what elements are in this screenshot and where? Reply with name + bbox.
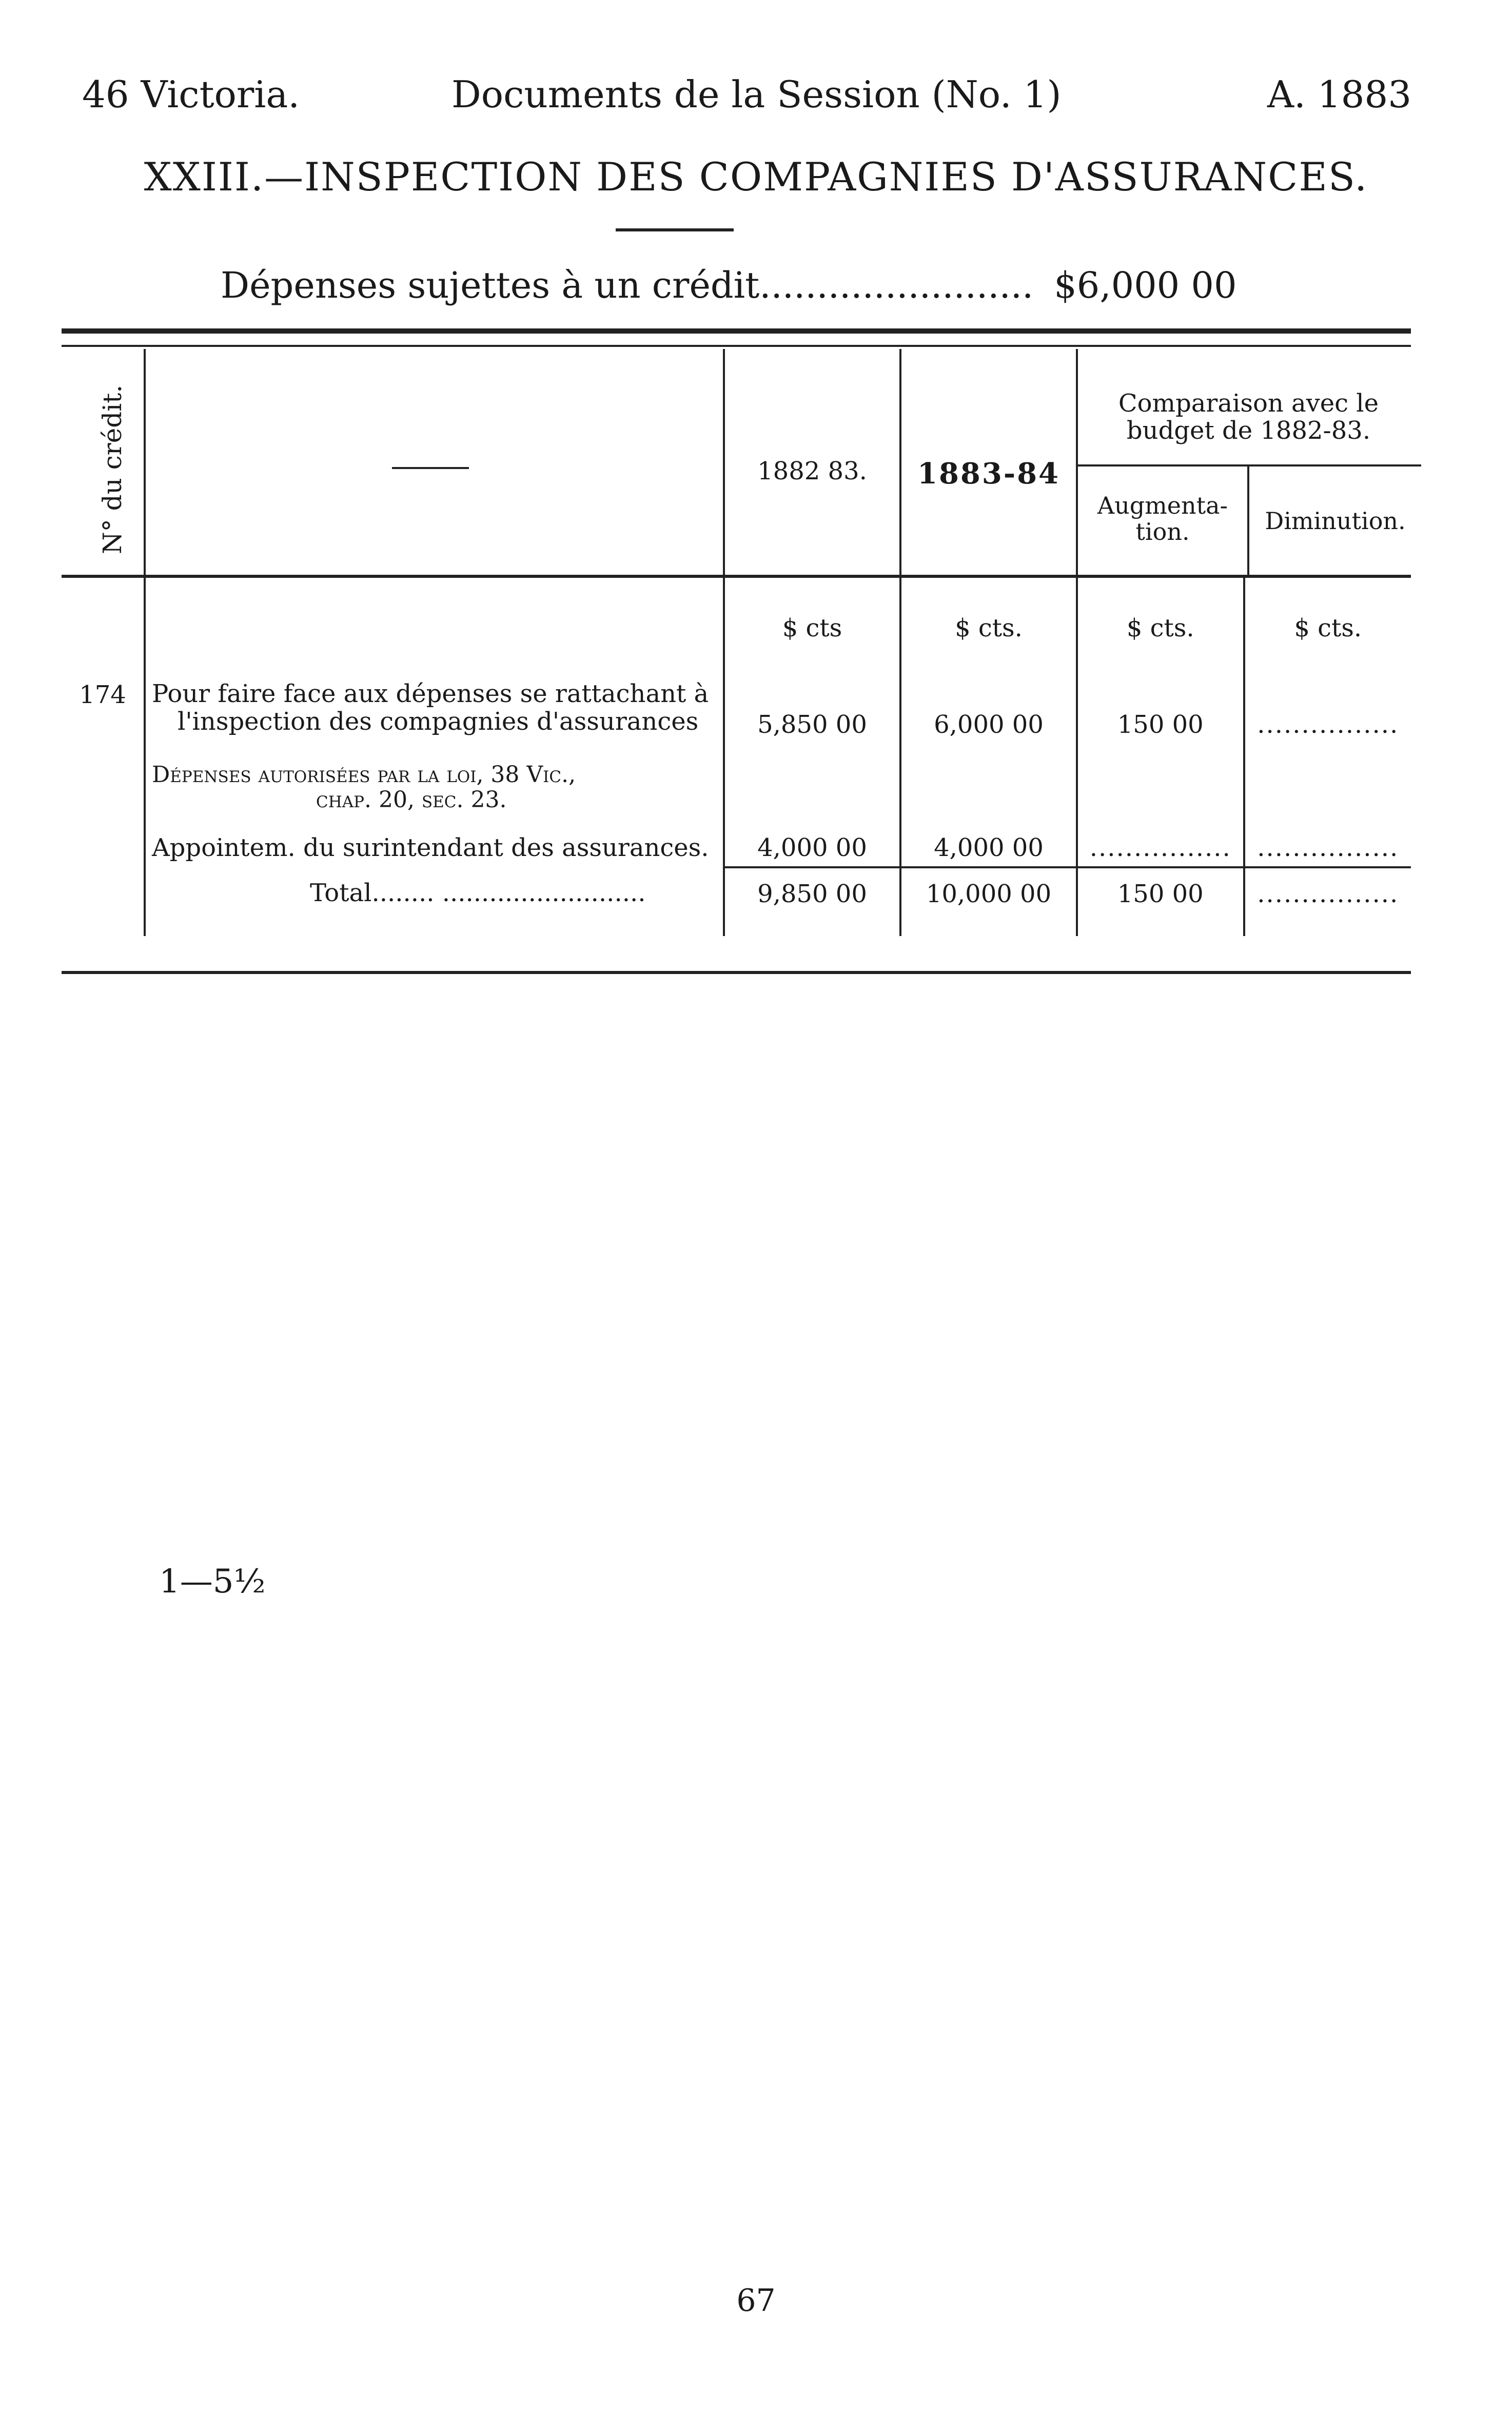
row-1883-value: 6,000 00 [900,680,1077,739]
total-row [62,867,1411,936]
total-dim-value: ................ [1244,867,1411,936]
total-1883-value: 10,000 00 [900,867,1077,936]
table-bottom-rule [62,971,1411,974]
unit-aug: $ cts. [1077,576,1244,680]
header-1883 [900,349,1077,576]
title-rule [616,228,734,231]
credit-no-label: N° du crédit. [97,384,127,554]
table-row [62,680,1411,739]
header-left: 46 Victoria. [82,73,300,116]
description-dash [392,467,469,469]
table-top-rule [62,328,1411,347]
header-center: Documents de la Session (No. 1) [451,73,1062,116]
augmentation-label: Augmenta-tion. [1097,492,1228,546]
units-row [62,576,1411,680]
statutory-heading [145,739,724,833]
diminution-label: Diminution. [1265,507,1406,535]
table-row [62,833,1411,867]
row-aug-value: 150 00 [1077,680,1244,739]
row2-1882-value: 4,000 00 [724,833,900,867]
total-aug-value: 150 00 [1077,867,1244,936]
credit-leader: ........................ [759,264,1034,306]
table-header-row [62,349,1411,576]
row-dim-value: ................ [1257,710,1399,739]
comparison-label: Comparaison avec le budget de 1882-83. [1118,389,1379,445]
header-1882 [724,349,900,576]
estimates-table [62,349,1411,936]
unit-dim: $ cts. [1294,614,1362,643]
unit-1882: $ cts [724,576,900,680]
header-credit-no [62,349,145,576]
unit-1883: $ cts. [900,576,1077,680]
header-description [145,349,724,576]
row-desc-line1: Pour faire face aux dépenses se rattachant à [152,679,709,708]
total-label: Total........ .......................... [145,867,724,936]
row2-dim-value: ................ [1257,833,1399,862]
credit-amount: $6,000 00 [1054,264,1237,306]
header-right: A. 1883 [1267,73,1412,116]
row2-1883-value: 4,000 00 [900,833,1077,867]
row2-aug-value: ................ [1077,833,1244,867]
row-1882-value: 5,850 00 [724,680,900,739]
comparison-rule [1078,464,1421,466]
statutory-heading-row [62,739,1411,833]
row-desc-line2: l'inspection des compagnies d'assurances [178,707,699,736]
row2-description: Appointem. du surintendant des assurances. [145,833,724,867]
row-credit-no: 174 [62,680,145,739]
page-title: XXIII.—INSPECTION DES COMPAGNIES D'ASSURANCES. [144,154,1368,200]
year-1883-label: 1883-84 [917,457,1061,491]
footer-reference: 1—5½ [159,1563,266,1601]
statutory-line2: chap. 20, sec. 23. [316,787,507,813]
row-description [145,680,724,739]
year-1882-label: 1882 83. [757,457,867,485]
credit-label: Dépenses sujettes à un crédit [221,264,760,306]
statutory-line1: Dépenses autorisées par la loi, 38 Vic., [152,762,576,788]
total-1882-value: 9,850 00 [724,867,900,936]
credit-line [221,264,1237,306]
header-comparison [1077,349,1411,576]
page-number: 67 [736,2283,776,2319]
